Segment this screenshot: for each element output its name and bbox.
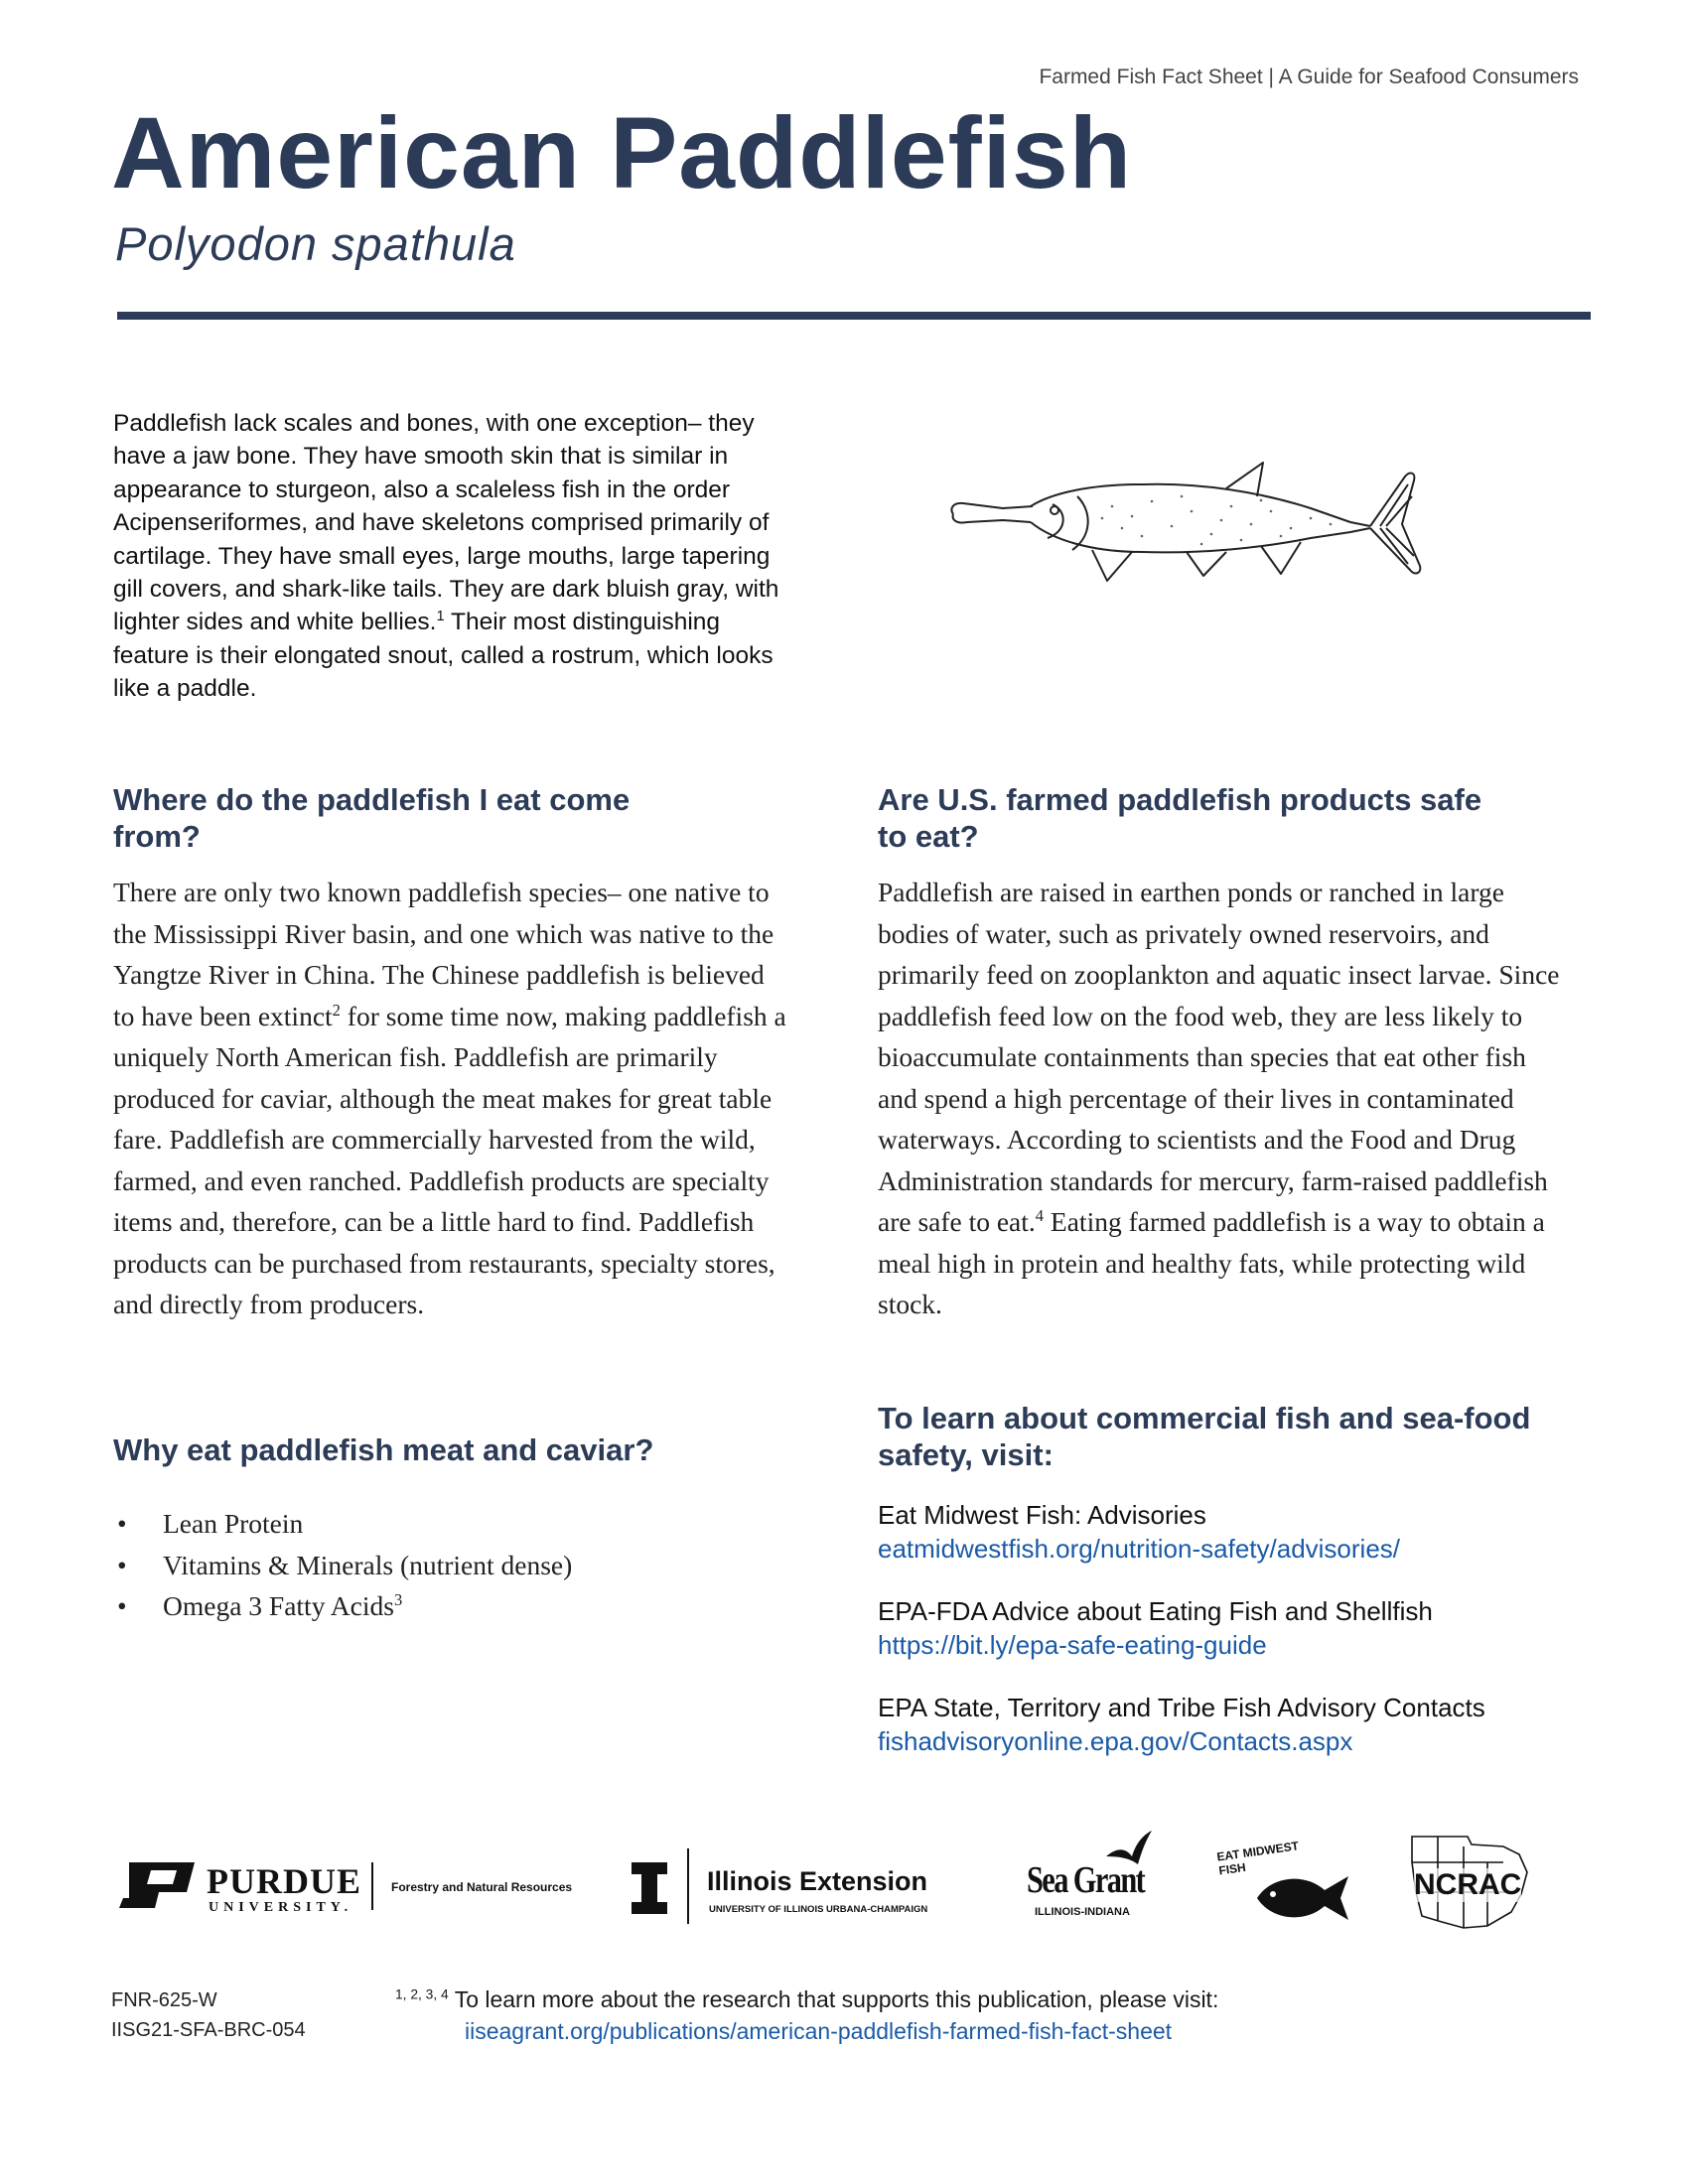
footnote-ref-2: 2	[332, 1000, 341, 1020]
intro-text: Paddlefish lack scales and bones, with one exception– they have a jaw bone. They have smooth skin that is similar in appearance to sturgeon, also a scaleless fish in the order Acipenseriformes, and have skeletons comprised primarily of cartilage. They have small eyes, large mouths, large tapering gill covers, and shark-like tails. They are dark bluish gray, with lighter sides and white bellies.	[113, 410, 779, 636]
page-title: American Paddlefish	[111, 96, 1132, 209]
list-item: • Lean Protein	[113, 1503, 808, 1545]
benefits-list	[113, 1503, 808, 1627]
where-text: There are only two known paddlefish species– one native to the Mississippi River basin, and one which was native to the Yangtze River in China. The Chinese paddlefish is believed to have been extinct	[113, 877, 774, 1031]
illinois-extension-wordmark: Illinois Extension	[707, 1866, 928, 1896]
safe-text: Paddlefish are raised in earthen ponds or ranched in large bodies of water, such as privately owned reservoirs, and primarily feed on zooplankton and aquatic insect larvae. Since paddlefish feed low on the food web, they are less likely to bioaccumulate containments than species that eat other fish and spend a high percentage of their lives in contaminated waterways. According to scientists and the Food and Drug Administration standards for mercury, farm-raised paddlefish are safe to eat.	[878, 877, 1560, 1237]
purdue-university-text: UNIVERSITY.	[209, 1900, 353, 1915]
section-heading-where: Where do the paddlefish I eat come from?	[113, 782, 631, 854]
where-text-continued: for some time now, making paddlefish a uniquely North American fish. Paddlefish are primarily produced for caviar, although the meat makes for great table fare. Paddlefish are commercially harvested from the wild, farmed, and even ranched. Paddlefish products are specialty items and, therefore, can be a little hard to find. Paddlefish products can be purchased from restaurants, specialty stores, and directly from producers.	[113, 1000, 786, 1319]
footer-note	[395, 1983, 1289, 2047]
fish-silhouette-icon	[1253, 1870, 1352, 1926]
bullet-icon: •	[117, 1508, 127, 1539]
title-divider	[117, 312, 1591, 320]
publication-codes	[111, 1985, 306, 2045]
footnote-ref-4: 4	[1035, 1205, 1045, 1225]
purdue-department: Forestry and Natural Resources	[391, 1880, 573, 1894]
publication-code: FNR-625-W	[111, 1989, 217, 2011]
resource-label: EPA State, Territory and Tribe Fish Advisory Contacts	[878, 1693, 1485, 1722]
seagrant-subtitle: ILLINOIS-INDIANA	[1035, 1906, 1130, 1918]
section-heading-learn: To learn about commercial fish and sea-food safety, visit:	[878, 1401, 1531, 1472]
list-item: • Vitamins & Minerals (nutrient dense)	[113, 1545, 808, 1586]
bullet-icon: •	[117, 1590, 127, 1621]
resource-label: Eat Midwest Fish: Advisories	[878, 1500, 1206, 1530]
illinois-block-i-icon	[632, 1862, 667, 1914]
resource-label: EPA-FDA Advice about Eating Fish and Shellfish	[878, 1596, 1433, 1626]
resource-link-advisories[interactable]: eatmidwestfish.org/nutrition-safety/advisories/	[878, 1534, 1401, 1564]
logo-divider	[371, 1862, 373, 1910]
resource-item	[878, 1498, 1593, 1566]
intro-paragraph	[113, 407, 788, 706]
scientific-name: Polyodon spathula	[115, 217, 516, 270]
list-item: • Omega 3 Fatty Acids$^3$	[113, 1585, 808, 1627]
resource-item	[878, 1691, 1593, 1758]
section-heading-why: Why eat paddlefish meat and caviar?	[113, 1433, 654, 1467]
purdue-p-logo-icon	[115, 1860, 199, 1910]
safe-paragraph	[878, 872, 1563, 1325]
eat-midwest-fish-wordmark: EAT MIDWEST FISH	[1215, 1839, 1300, 1878]
footnote-refs: 1, 2, 3, 4	[395, 1986, 449, 2002]
publication-code: IISG21-SFA-BRC-054	[111, 2019, 306, 2041]
safe-text-continued: Eating farmed paddlefish is a way to obtain a meal high in protein and healthy fats, while protecting wild stock.	[878, 1206, 1545, 1319]
seagrant-wordmark: Sea Grant	[1027, 1859, 1145, 1901]
resource-link-epa-contacts[interactable]: fishadvisoryonline.epa.gov/Contacts.aspx	[878, 1726, 1353, 1756]
purdue-wordmark: PURDUE	[207, 1861, 361, 1901]
footer-note-text: To learn more about the research that supports this publication, please visit:	[454, 1986, 1219, 2012]
section-heading-safe: Are U.S. farmed paddlefish products safe to eat?	[878, 782, 1482, 854]
resource-link-epa-fda[interactable]: https://bit.ly/epa-safe-eating-guide	[878, 1630, 1267, 1660]
paddlefish-illustration	[943, 457, 1460, 625]
footnote-ref-3: 3	[393, 1589, 403, 1609]
logo-divider	[687, 1848, 689, 1924]
ncrac-wordmark: NCRAC	[1414, 1868, 1522, 1901]
partner-logos	[111, 1827, 1601, 1946]
footnote-ref-1: 1	[436, 609, 445, 625]
resource-item	[878, 1594, 1593, 1662]
illinois-extension-subtitle: UNIVERSITY OF ILLINOIS URBANA-CHAMPAIGN	[709, 1904, 928, 1915]
intro-text-continued: Their most distinguishing feature is their elongated snout, called a rostrum, which looks like a paddle.	[113, 609, 774, 703]
series-tagline: Farmed Fish Fact Sheet | A Guide for Seafood Consumers	[1039, 66, 1579, 88]
where-paragraph	[113, 872, 788, 1325]
publication-link[interactable]: iiseagrant.org/publications/american-paddlefish-farmed-fish-fact-sheet	[465, 2018, 1173, 2044]
bullet-icon: •	[117, 1549, 127, 1580]
